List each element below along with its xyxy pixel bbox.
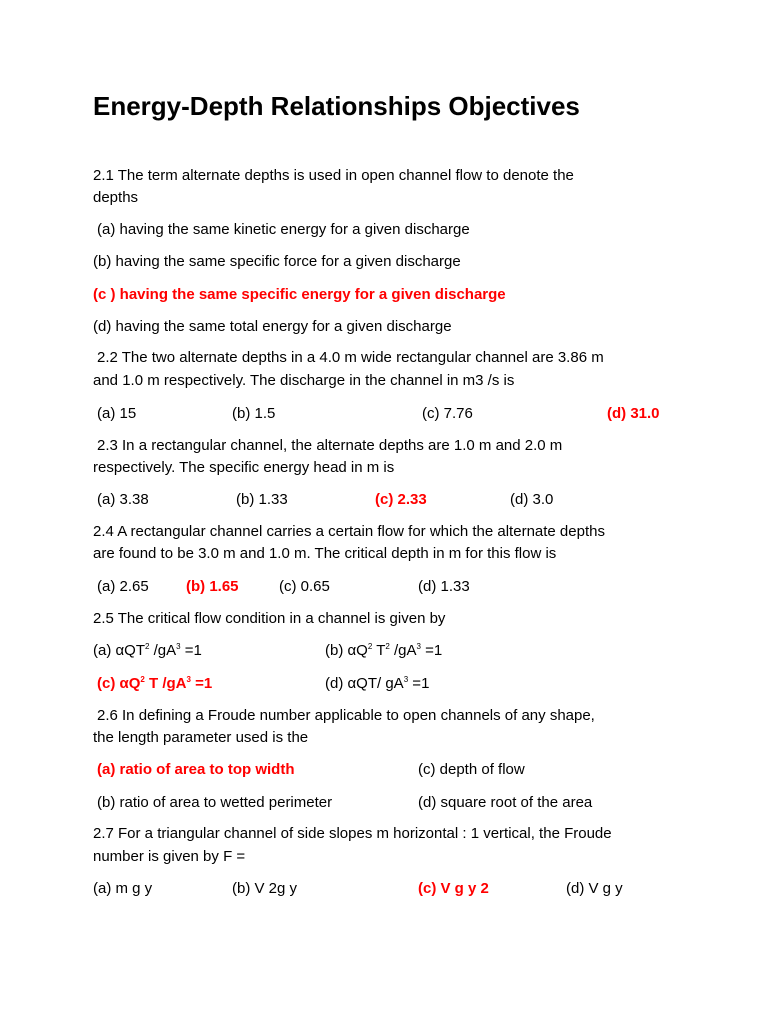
question-2-6-option-b: (b) ratio of area to wetted perimeter (97, 794, 333, 811)
question-2-2-option-b: (b) 1.5 (232, 405, 276, 422)
question-2-7-option-c-answer: (c) V g y 2 (418, 880, 489, 897)
question-2-1-option-c-answer: (c ) having the same specific energy for a given discharge (93, 286, 506, 303)
question-2-6-stem-cont: the length parameter used is the (93, 729, 309, 746)
question-2-1-option-b: (b) having the same specific force for a given discharge (93, 253, 461, 270)
question-2-7-option-a: (a) m g y (93, 880, 153, 897)
question-2-2-option-a: (a) 15 (97, 405, 137, 422)
question-2-2-option-d-answer: (d) 31.0 (607, 405, 660, 422)
question-2-1-option-d: (d) having the same total energy for a given discharge (93, 318, 452, 335)
question-2-3-option-b: (b) 1.33 (236, 491, 288, 508)
question-2-4-option-c: (c) 0.65 (279, 578, 330, 595)
question-2-5-option-a: (a) αQT$^2$ $/gA^3 =1$ (93, 642, 202, 659)
question-2-5-option-d: (d) αQT/ $gA^3 =1$ (325, 675, 430, 692)
question-2-3-stem-cont: respectively. The specific energy head in m is (93, 459, 395, 476)
question-2-1-stem: 2.1 The term alternate depths is used in open channel flow to denote the (93, 167, 574, 184)
question-2-5-option-b: (b) $\alpha Q^2$ $T^2$ $/gA^3 =1$ (325, 642, 443, 659)
question-2-3-option-a: (a) 3.38 (97, 491, 149, 508)
question-2-1-stem-cont: depths (93, 189, 139, 206)
page-title: Energy-Depth Relationships Objectives (93, 91, 580, 121)
question-2-6-option-a-answer: (a) ratio of area to top width (97, 761, 295, 778)
question-2-3-stem: 2.3 In a rectangular channel, the alternate depths are 1.0 m and 2.0 m (97, 437, 563, 454)
question-2-5-option-c-answer: (c) $\alpha Q^2$ T $/gA^3 =1$ (97, 675, 213, 692)
question-2-3-option-d: (d) 3.0 (510, 491, 554, 508)
question-2-7-option-b: (b) V 2g y (232, 880, 298, 897)
question-2-3-option-c-answer: (c) 2.33 (375, 491, 427, 508)
question-2-2-option-c: (c) 7.76 (422, 405, 473, 422)
question-2-4-option-d: (d) 1.33 (418, 578, 470, 595)
question-2-7-option-d: (d) V g y (566, 880, 623, 897)
question-2-2-stem-cont: and 1.0 m respectively. The discharge in the channel in m3 /s is (93, 372, 515, 389)
question-2-4-stem: 2.4 A rectangular channel carries a certain flow for which the alternate depths (93, 523, 605, 540)
question-2-1-option-a: (a) having the same kinetic energy for a given discharge (97, 221, 470, 238)
question-2-4-stem-cont: are found to be 3.0 m and 1.0 m. The critical depth in m for this flow is (93, 545, 557, 562)
question-2-5-stem: 2.5 The critical flow condition in a channel is given by (93, 610, 446, 627)
question-2-7-stem: 2.7 For a triangular channel of side slopes m horizontal : 1 vertical, the Froude (93, 825, 612, 842)
question-2-6-stem: 2.6 In defining a Froude number applicable to open channels of any shape, (97, 707, 595, 724)
question-2-7-stem-cont: number is given by F = (93, 848, 246, 865)
question-2-6-option-c: (c) depth of flow (418, 761, 525, 778)
question-2-2-stem: 2.2 The two alternate depths in a 4.0 m wide rectangular channel are 3.86 m (97, 349, 604, 366)
question-2-4-option-a: (a) 2.65 (97, 578, 149, 595)
question-2-4-option-b-answer: (b) 1.65 (186, 578, 239, 595)
question-2-6-option-d: (d) square root of the area (418, 794, 593, 811)
